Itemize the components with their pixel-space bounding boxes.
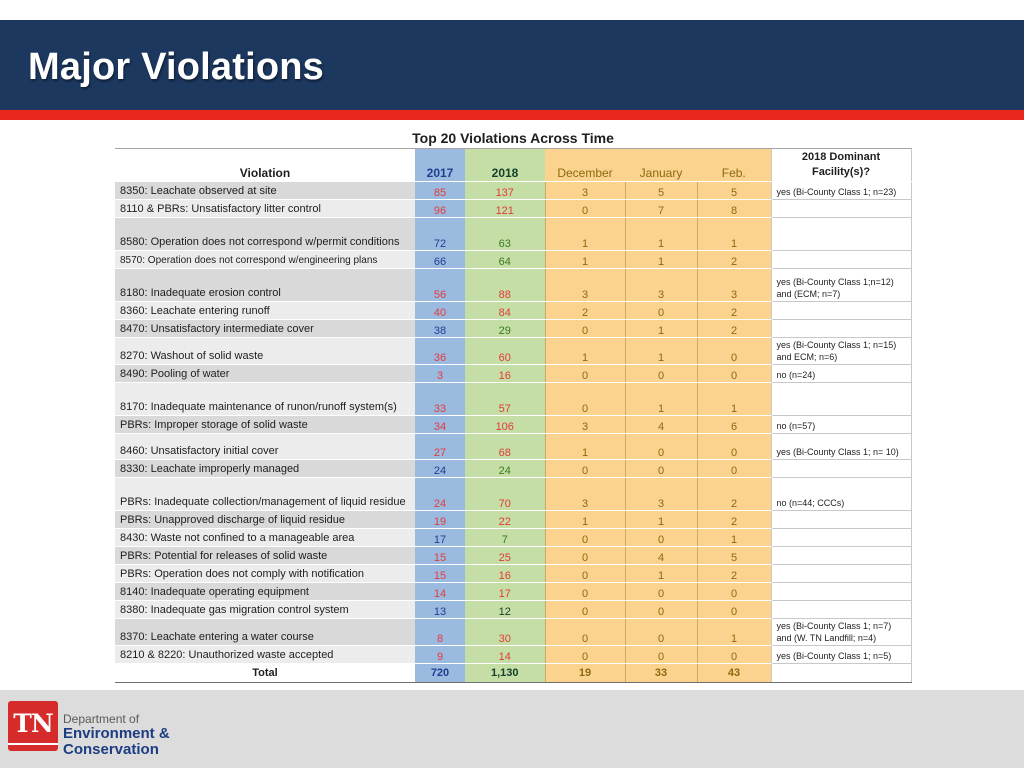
- dominant-facility-cell: yes (Bi-County Class 1; n=15) and ECM; n=6): [771, 337, 911, 364]
- table-row: [115, 181, 911, 199]
- value-2018-cell: 17: [465, 582, 545, 600]
- dominant-facility-cell: yes (Bi-County Class 1;n=12) and (ECM; n=7): [771, 268, 911, 301]
- value-2017-cell: 24: [415, 459, 465, 477]
- table-row: [115, 459, 911, 477]
- value-december-cell: 2: [545, 301, 625, 319]
- dominant-facility-cell: [771, 582, 911, 600]
- header-february: Feb.: [697, 148, 771, 181]
- value-2018-cell: 16: [465, 364, 545, 382]
- table-row: [115, 301, 911, 319]
- value-2018-cell: 14: [465, 645, 545, 663]
- value-2018-cell: 29: [465, 319, 545, 337]
- dominant-facility-cell: [771, 564, 911, 582]
- value-february-cell: 5: [697, 181, 771, 199]
- value-2017-cell: 56: [415, 268, 465, 301]
- value-february-cell: 0: [697, 459, 771, 477]
- value-february-cell: 8: [697, 199, 771, 217]
- value-december-cell: 0: [545, 459, 625, 477]
- value-january-cell: 4: [625, 415, 697, 433]
- value-december-cell: 3: [545, 268, 625, 301]
- value-february-cell: 3: [697, 268, 771, 301]
- value-2018-cell: 121: [465, 199, 545, 217]
- value-january-cell: 1: [625, 250, 697, 268]
- table-row: [115, 250, 911, 268]
- value-2018-cell: 84: [465, 301, 545, 319]
- value-february-cell: 2: [697, 250, 771, 268]
- value-2017-cell: 27: [415, 433, 465, 459]
- violation-cell: 8370: Leachate entering a water course: [115, 618, 415, 645]
- table-row: [115, 268, 911, 301]
- value-2017-cell: 13: [415, 600, 465, 618]
- value-january-cell: 1: [625, 510, 697, 528]
- violations-body: [115, 181, 911, 682]
- violation-cell: PBRs: Unapproved discharge of liquid residue: [115, 510, 415, 528]
- page-title: Major Violations: [28, 46, 324, 88]
- value-february-cell: 1: [697, 217, 771, 250]
- value-2018-cell: 60: [465, 337, 545, 364]
- value-february-cell: 2: [697, 564, 771, 582]
- value-december-cell: 0: [545, 319, 625, 337]
- value-february-cell: 0: [697, 600, 771, 618]
- value-january-cell: 0: [625, 582, 697, 600]
- value-2017-cell: 15: [415, 564, 465, 582]
- value-2017-cell: 34: [415, 415, 465, 433]
- violation-cell: 8170: Inadequate maintenance of runon/runoff system(s): [115, 382, 415, 415]
- table-row: [115, 564, 911, 582]
- value-february-cell: 2: [697, 301, 771, 319]
- value-2018-cell: 25: [465, 546, 545, 564]
- total-label-cell: Total: [115, 663, 415, 682]
- dominant-facility-cell: yes (Bi-County Class 1; n=5): [771, 645, 911, 663]
- violation-cell: 8180: Inadequate erosion control: [115, 268, 415, 301]
- value-february-cell: 0: [697, 337, 771, 364]
- value-2017-cell: 15: [415, 546, 465, 564]
- total-2017-cell: 720: [415, 663, 465, 682]
- footer-bar: [0, 690, 1024, 768]
- violation-cell: 8110 & PBRs: Unsatisfactory litter control: [115, 199, 415, 217]
- header-violation: Violation: [115, 148, 415, 181]
- dominant-facility-cell: [771, 250, 911, 268]
- value-january-cell: 1: [625, 382, 697, 415]
- value-2018-cell: 63: [465, 217, 545, 250]
- value-2017-cell: 3: [415, 364, 465, 382]
- table-row: [115, 199, 911, 217]
- value-2018-cell: 16: [465, 564, 545, 582]
- dominant-facility-cell: no (n=44; CCCs): [771, 477, 911, 510]
- value-2017-cell: 36: [415, 337, 465, 364]
- violation-cell: 8490: Pooling of water: [115, 364, 415, 382]
- value-2017-cell: 24: [415, 477, 465, 510]
- dominant-facility-cell: [771, 510, 911, 528]
- dominant-facility-cell: yes (Bi-County Class 1; n= 10): [771, 433, 911, 459]
- value-january-cell: 0: [625, 301, 697, 319]
- value-2018-cell: 137: [465, 181, 545, 199]
- value-february-cell: 2: [697, 319, 771, 337]
- table-row: [115, 319, 911, 337]
- violation-cell: PBRs: Inadequate collection/management of liquid residue: [115, 477, 415, 510]
- value-february-cell: 6: [697, 415, 771, 433]
- table-row: [115, 546, 911, 564]
- value-december-cell: 1: [545, 250, 625, 268]
- value-december-cell: 1: [545, 337, 625, 364]
- dominant-facility-cell: [771, 528, 911, 546]
- value-january-cell: 0: [625, 364, 697, 382]
- value-2017-cell: 9: [415, 645, 465, 663]
- logo-environment: Environment &: [63, 725, 170, 742]
- violations-table: [115, 128, 912, 683]
- violation-cell: PBRs: Potential for releases of solid waste: [115, 546, 415, 564]
- table-row: [115, 510, 911, 528]
- value-january-cell: 0: [625, 645, 697, 663]
- value-february-cell: 2: [697, 510, 771, 528]
- value-january-cell: 3: [625, 268, 697, 301]
- header-january: January: [625, 148, 697, 181]
- value-2018-cell: 12: [465, 600, 545, 618]
- violation-cell: PBRs: Operation does not comply with notification: [115, 564, 415, 582]
- total-january-cell: 33: [625, 663, 697, 682]
- logo-department: Department of: [63, 712, 140, 726]
- value-january-cell: 4: [625, 546, 697, 564]
- value-december-cell: 0: [545, 382, 625, 415]
- tn-logo-text: TN: [13, 709, 53, 738]
- value-2018-cell: 70: [465, 477, 545, 510]
- dominant-facility-cell: [771, 199, 911, 217]
- total-2018-cell: 1,130: [465, 663, 545, 682]
- value-february-cell: 0: [697, 433, 771, 459]
- value-february-cell: 0: [697, 645, 771, 663]
- value-january-cell: 1: [625, 564, 697, 582]
- dominant-facility-cell: [771, 459, 911, 477]
- value-december-cell: 3: [545, 477, 625, 510]
- value-2018-cell: 24: [465, 459, 545, 477]
- violation-cell: 8430: Waste not confined to a manageable area: [115, 528, 415, 546]
- dominant-facility-cell: [771, 382, 911, 415]
- value-december-cell: 1: [545, 433, 625, 459]
- value-2017-cell: 38: [415, 319, 465, 337]
- value-2018-cell: 30: [465, 618, 545, 645]
- dominant-facility-cell: [771, 301, 911, 319]
- value-december-cell: 3: [545, 181, 625, 199]
- violation-cell: 8210 & 8220: Unauthorized waste accepted: [115, 645, 415, 663]
- value-february-cell: 2: [697, 477, 771, 510]
- value-january-cell: 0: [625, 600, 697, 618]
- table-row: [115, 433, 911, 459]
- value-february-cell: 1: [697, 382, 771, 415]
- value-december-cell: 0: [545, 199, 625, 217]
- value-2017-cell: 8: [415, 618, 465, 645]
- violation-cell: 8460: Unsatisfactory initial cover: [115, 433, 415, 459]
- value-january-cell: 1: [625, 319, 697, 337]
- tn-logo-mark: [8, 701, 58, 751]
- violations-table-container: [115, 128, 911, 683]
- value-2018-cell: 7: [465, 528, 545, 546]
- title-bar: [0, 20, 1024, 110]
- value-december-cell: 0: [545, 645, 625, 663]
- violation-cell: 8580: Operation does not correspond w/permit conditions: [115, 217, 415, 250]
- value-2017-cell: 17: [415, 528, 465, 546]
- value-january-cell: 1: [625, 337, 697, 364]
- value-2018-cell: 22: [465, 510, 545, 528]
- value-december-cell: 3: [545, 415, 625, 433]
- header-2017: 2017: [415, 148, 465, 181]
- logo-conservation: Conservation: [63, 741, 159, 758]
- violation-cell: PBRs: Improper storage of solid waste: [115, 415, 415, 433]
- violation-cell: 8350: Leachate observed at site: [115, 181, 415, 199]
- total-facility-cell: [771, 663, 911, 682]
- value-february-cell: 1: [697, 528, 771, 546]
- value-december-cell: 1: [545, 510, 625, 528]
- total-february-cell: 43: [697, 663, 771, 682]
- value-february-cell: 0: [697, 582, 771, 600]
- value-december-cell: 0: [545, 618, 625, 645]
- table-row: [115, 600, 911, 618]
- title-stripe: [0, 110, 1024, 120]
- value-january-cell: 0: [625, 459, 697, 477]
- total-row: [115, 663, 911, 682]
- violation-cell: 8270: Washout of solid waste: [115, 337, 415, 364]
- table-row: [115, 337, 911, 364]
- value-december-cell: 0: [545, 364, 625, 382]
- value-february-cell: 1: [697, 618, 771, 645]
- violation-cell: 8470: Unsatisfactory intermediate cover: [115, 319, 415, 337]
- value-2018-cell: 64: [465, 250, 545, 268]
- violation-cell: 8570: Operation does not correspond w/engineering plans: [115, 250, 415, 268]
- dominant-facility-cell: [771, 600, 911, 618]
- header-dominant-facility: 2018 Dominant Facility(s)?: [771, 148, 911, 181]
- dominant-facility-cell: no (n=57): [771, 415, 911, 433]
- table-row: [115, 415, 911, 433]
- value-january-cell: 7: [625, 199, 697, 217]
- value-2017-cell: 40: [415, 301, 465, 319]
- value-february-cell: 5: [697, 546, 771, 564]
- dominant-facility-cell: [771, 319, 911, 337]
- value-january-cell: 0: [625, 528, 697, 546]
- table-row: [115, 528, 911, 546]
- value-2018-cell: 57: [465, 382, 545, 415]
- value-december-cell: 0: [545, 546, 625, 564]
- value-2018-cell: 88: [465, 268, 545, 301]
- table-title: Top 20 Violations Across Time: [115, 128, 911, 148]
- dominant-facility-cell: no (n=24): [771, 364, 911, 382]
- value-january-cell: 5: [625, 181, 697, 199]
- value-december-cell: 1: [545, 217, 625, 250]
- table-row: [115, 382, 911, 415]
- dominant-facility-cell: yes (Bi-County Class 1; n=7) and (W. TN Landfill; n=4): [771, 618, 911, 645]
- violation-cell: 8330: Leachate improperly managed: [115, 459, 415, 477]
- value-2017-cell: 19: [415, 510, 465, 528]
- dominant-facility-cell: [771, 217, 911, 250]
- value-december-cell: 0: [545, 582, 625, 600]
- value-2017-cell: 96: [415, 199, 465, 217]
- value-2017-cell: 14: [415, 582, 465, 600]
- total-december-cell: 19: [545, 663, 625, 682]
- value-february-cell: 0: [697, 364, 771, 382]
- value-january-cell: 0: [625, 433, 697, 459]
- dominant-facility-cell: [771, 546, 911, 564]
- violation-cell: 8360: Leachate entering runoff: [115, 301, 415, 319]
- table-row: [115, 582, 911, 600]
- table-row: [115, 477, 911, 510]
- value-2017-cell: 85: [415, 181, 465, 199]
- value-2017-cell: 72: [415, 217, 465, 250]
- table-row: [115, 618, 911, 645]
- violation-cell: 8380: Inadequate gas migration control system: [115, 600, 415, 618]
- value-december-cell: 0: [545, 528, 625, 546]
- header-2018: 2018: [465, 148, 545, 181]
- value-january-cell: 0: [625, 618, 697, 645]
- violation-cell: 8140: Inadequate operating equipment: [115, 582, 415, 600]
- dominant-facility-cell: yes (Bi-County Class 1; n=23): [771, 181, 911, 199]
- table-row: [115, 364, 911, 382]
- value-january-cell: 1: [625, 217, 697, 250]
- value-2017-cell: 33: [415, 382, 465, 415]
- value-january-cell: 3: [625, 477, 697, 510]
- value-2018-cell: 68: [465, 433, 545, 459]
- value-2017-cell: 66: [415, 250, 465, 268]
- value-2018-cell: 106: [465, 415, 545, 433]
- value-december-cell: 0: [545, 564, 625, 582]
- table-row: [115, 217, 911, 250]
- header-december: December: [545, 148, 625, 181]
- value-december-cell: 0: [545, 600, 625, 618]
- table-row: [115, 645, 911, 663]
